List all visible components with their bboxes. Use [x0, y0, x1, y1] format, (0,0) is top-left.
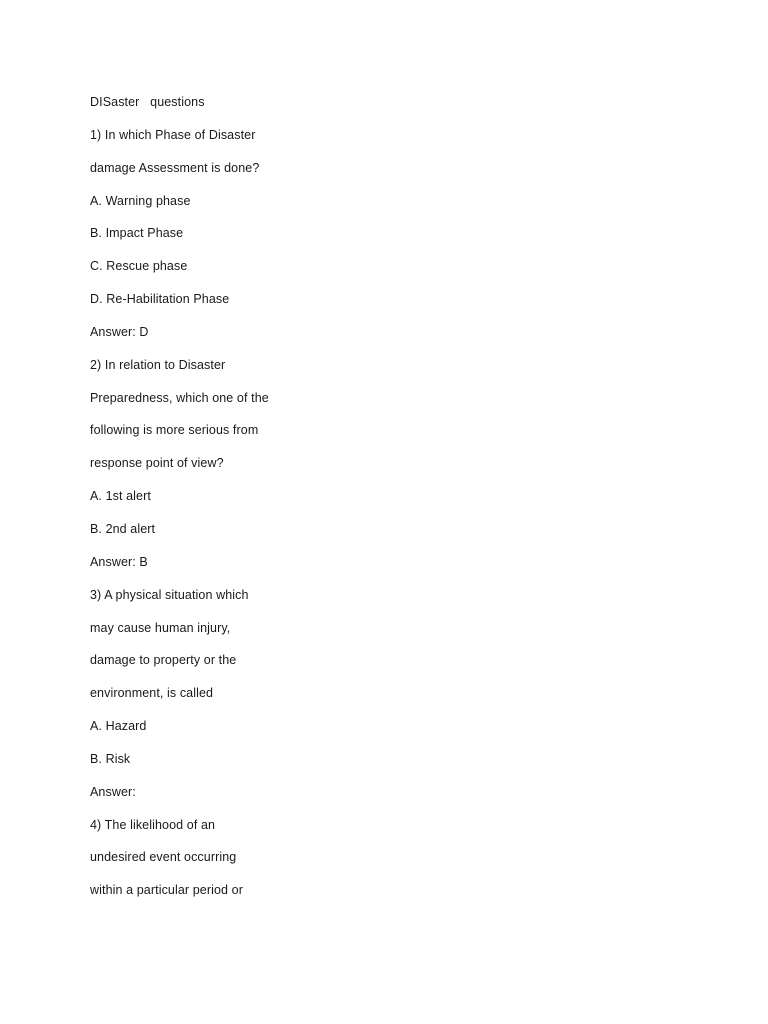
question-4-text-line-2: undesired event occurring: [90, 850, 237, 865]
question-1-text-line-1: 1) In which Phase of Disaster: [90, 127, 256, 142]
question-3-text-line-4: environment, is called: [90, 686, 214, 701]
question-1-option-a: A. Warning phase: [90, 193, 191, 208]
question-4-text-line-3: within a particular period or: [90, 883, 243, 898]
question-2-option-b: B. 2nd alert: [90, 521, 156, 536]
question-1-option-c: C. Rescue phase: [90, 259, 188, 274]
question-1-option-d: D. Re-Habilitation Phase: [90, 292, 230, 307]
question-2-text-line-1: 2) In relation to Disaster: [90, 357, 226, 372]
question-2-answer: Answer: B: [90, 554, 148, 569]
document-body: [90, 92, 269, 913]
document-title: DISaster questions: [90, 95, 205, 109]
question-2-text-line-3: following is more serious from: [90, 423, 259, 438]
question-3-text-line-3: damage to property or the: [90, 653, 237, 668]
question-4-text-line-1: 4) The likelihood of an: [90, 817, 216, 832]
question-3-text-line-1: 3) A physical situation which: [90, 587, 249, 602]
question-1-text-line-2: damage Assessment is done?: [90, 160, 260, 175]
question-2-text-line-2: Preparedness, which one of the: [90, 390, 269, 405]
question-3-option-a: A. Hazard: [90, 719, 147, 734]
question-1-option-b: B. Impact Phase: [90, 226, 184, 241]
question-3-text-line-2: may cause human injury,: [90, 620, 231, 635]
question-3-answer: Answer:: [90, 784, 136, 799]
question-2-text-line-4: response point of view?: [90, 456, 224, 471]
question-2-option-a: A. 1st alert: [90, 489, 151, 504]
question-1-answer: Answer: D: [90, 324, 149, 339]
question-3-option-b: B. Risk: [90, 751, 131, 766]
